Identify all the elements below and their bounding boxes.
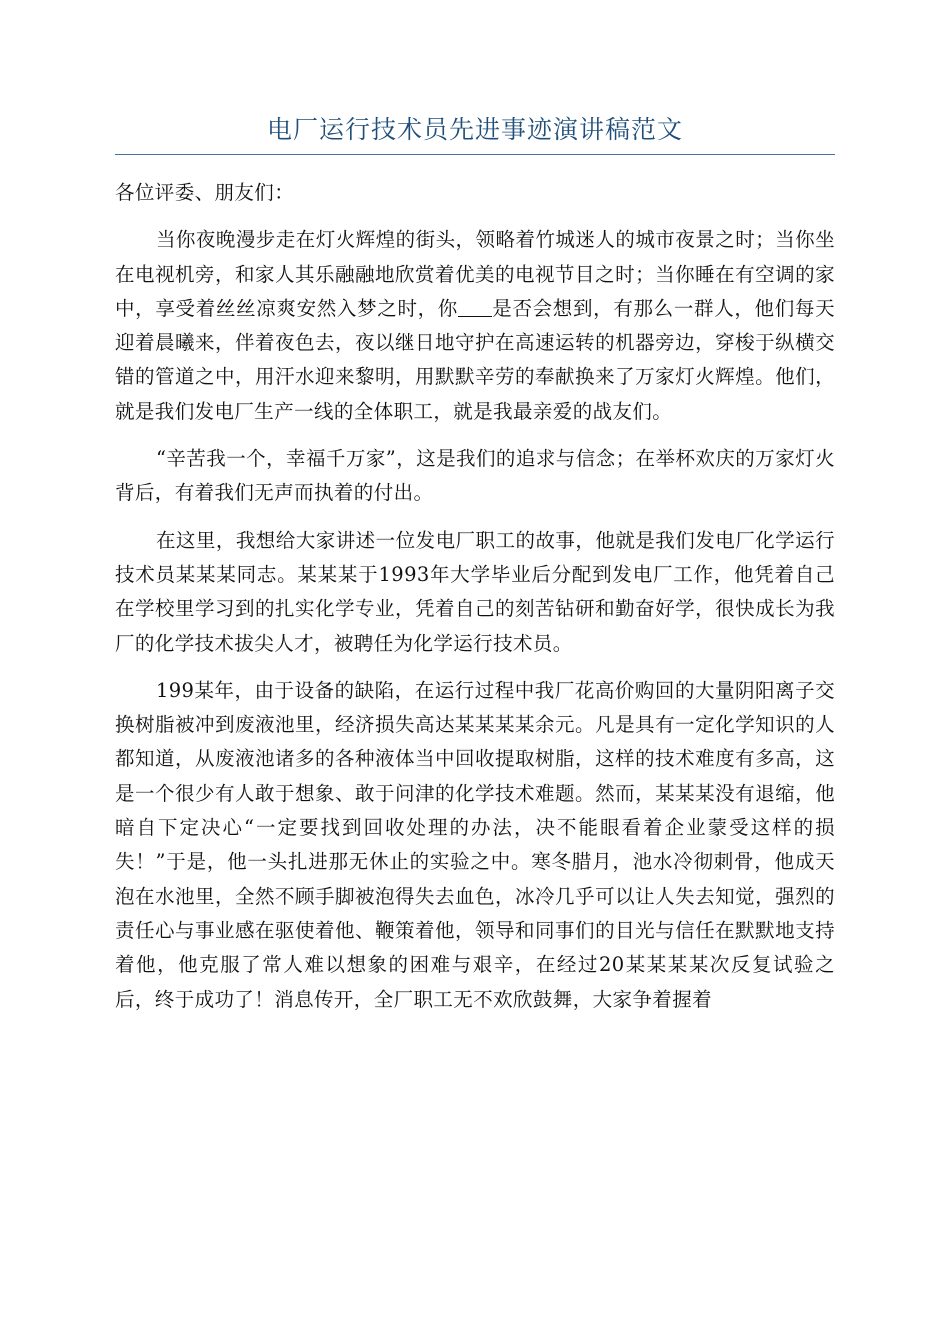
document-title: 电厂运行技术员先进事迹演讲稿范文 [266,115,683,144]
paragraph-3: 在这里，我想给大家讲述一位发电厂职工的故事，他就是我们发电厂化学运行技术员某某某同志。某某某于1993年大学毕业后分配到发电厂工作，他凭着自己在学校里学习到的扎实化学专业，凭着自己的刻苦钻研和勤奋好学，很快成长为我厂的化学技术拔尖人才，被聘任为化学运行技术员。 [115,528,835,655]
paragraph-1-part-2: 是否会想到，有那么一群人，他们每天迎着晨曦来，伴着夜色去，夜以继日地守护在高速运转的机器旁边，穿梭于纵横交错的管道之中，用汗水迎来黎明，用默默辛劳的奉献换来了万家灯火辉煌。他们，就是我们发电厂生产一线的全体职工，就是我最亲爱的战友们。 [115,296,835,423]
title-underline [115,154,835,155]
document-body [115,176,835,1030]
fill-in-blank [458,296,492,317]
paragraph-1-part-1: 当你夜晚漫步走在灯火辉煌的街头，领略着竹城迷人的城市夜景之时；当你坐在电视机旁，和家人其乐融融地欣赏着优美的电视节目之时；当你睡在有空调的家中，享受着丝丝凉爽安然入梦之时，你 [115,228,835,320]
greeting-paragraph: 各位评委、朋友们： [115,181,295,204]
paragraph-4: 199某年，由于设备的缺陷，在运行过程中我厂花高价购回的大量阴阳离子交换树脂被冲到废液池里，经济损失高达某某某某余元。凡是具有一定化学知识的人都知道，从废液池诸多的各种液体当中回收提取树脂，这样的技术难度有多高，这是一个很少有人敢于想象、敢于问津的化学技术难题。然而，某某某没有退缩，他暗自下定决心“一定要找到回收处理的办法，决不能眼看着企业蒙受这样的损失！”于是，他一头扎进那无休止的实验之中。寒冬腊月，池水冷彻刺骨，他成天泡在水池里，全然不顾手脚被泡得失去血色，冰冷几乎可以让人失去知觉，强烈的责任心与事业感在驱使着他、鞭策着他，领导和同事们的目光与信任在默默地支持着他，他克服了常人难以想象的困难与艰辛，在经过20某某某某次反复试验之后，终于成功了！消息传开，全厂职工无不欢欣鼓舞，大家争着握着 [115,678,835,1011]
paragraph-1 [115,223,835,429]
paragraph-2: “辛苦我一个，幸福千万家”，这是我们的追求与信念；在举杯欢庆的万家灯火背后，有着我们无声而执着的付出。 [115,447,835,505]
